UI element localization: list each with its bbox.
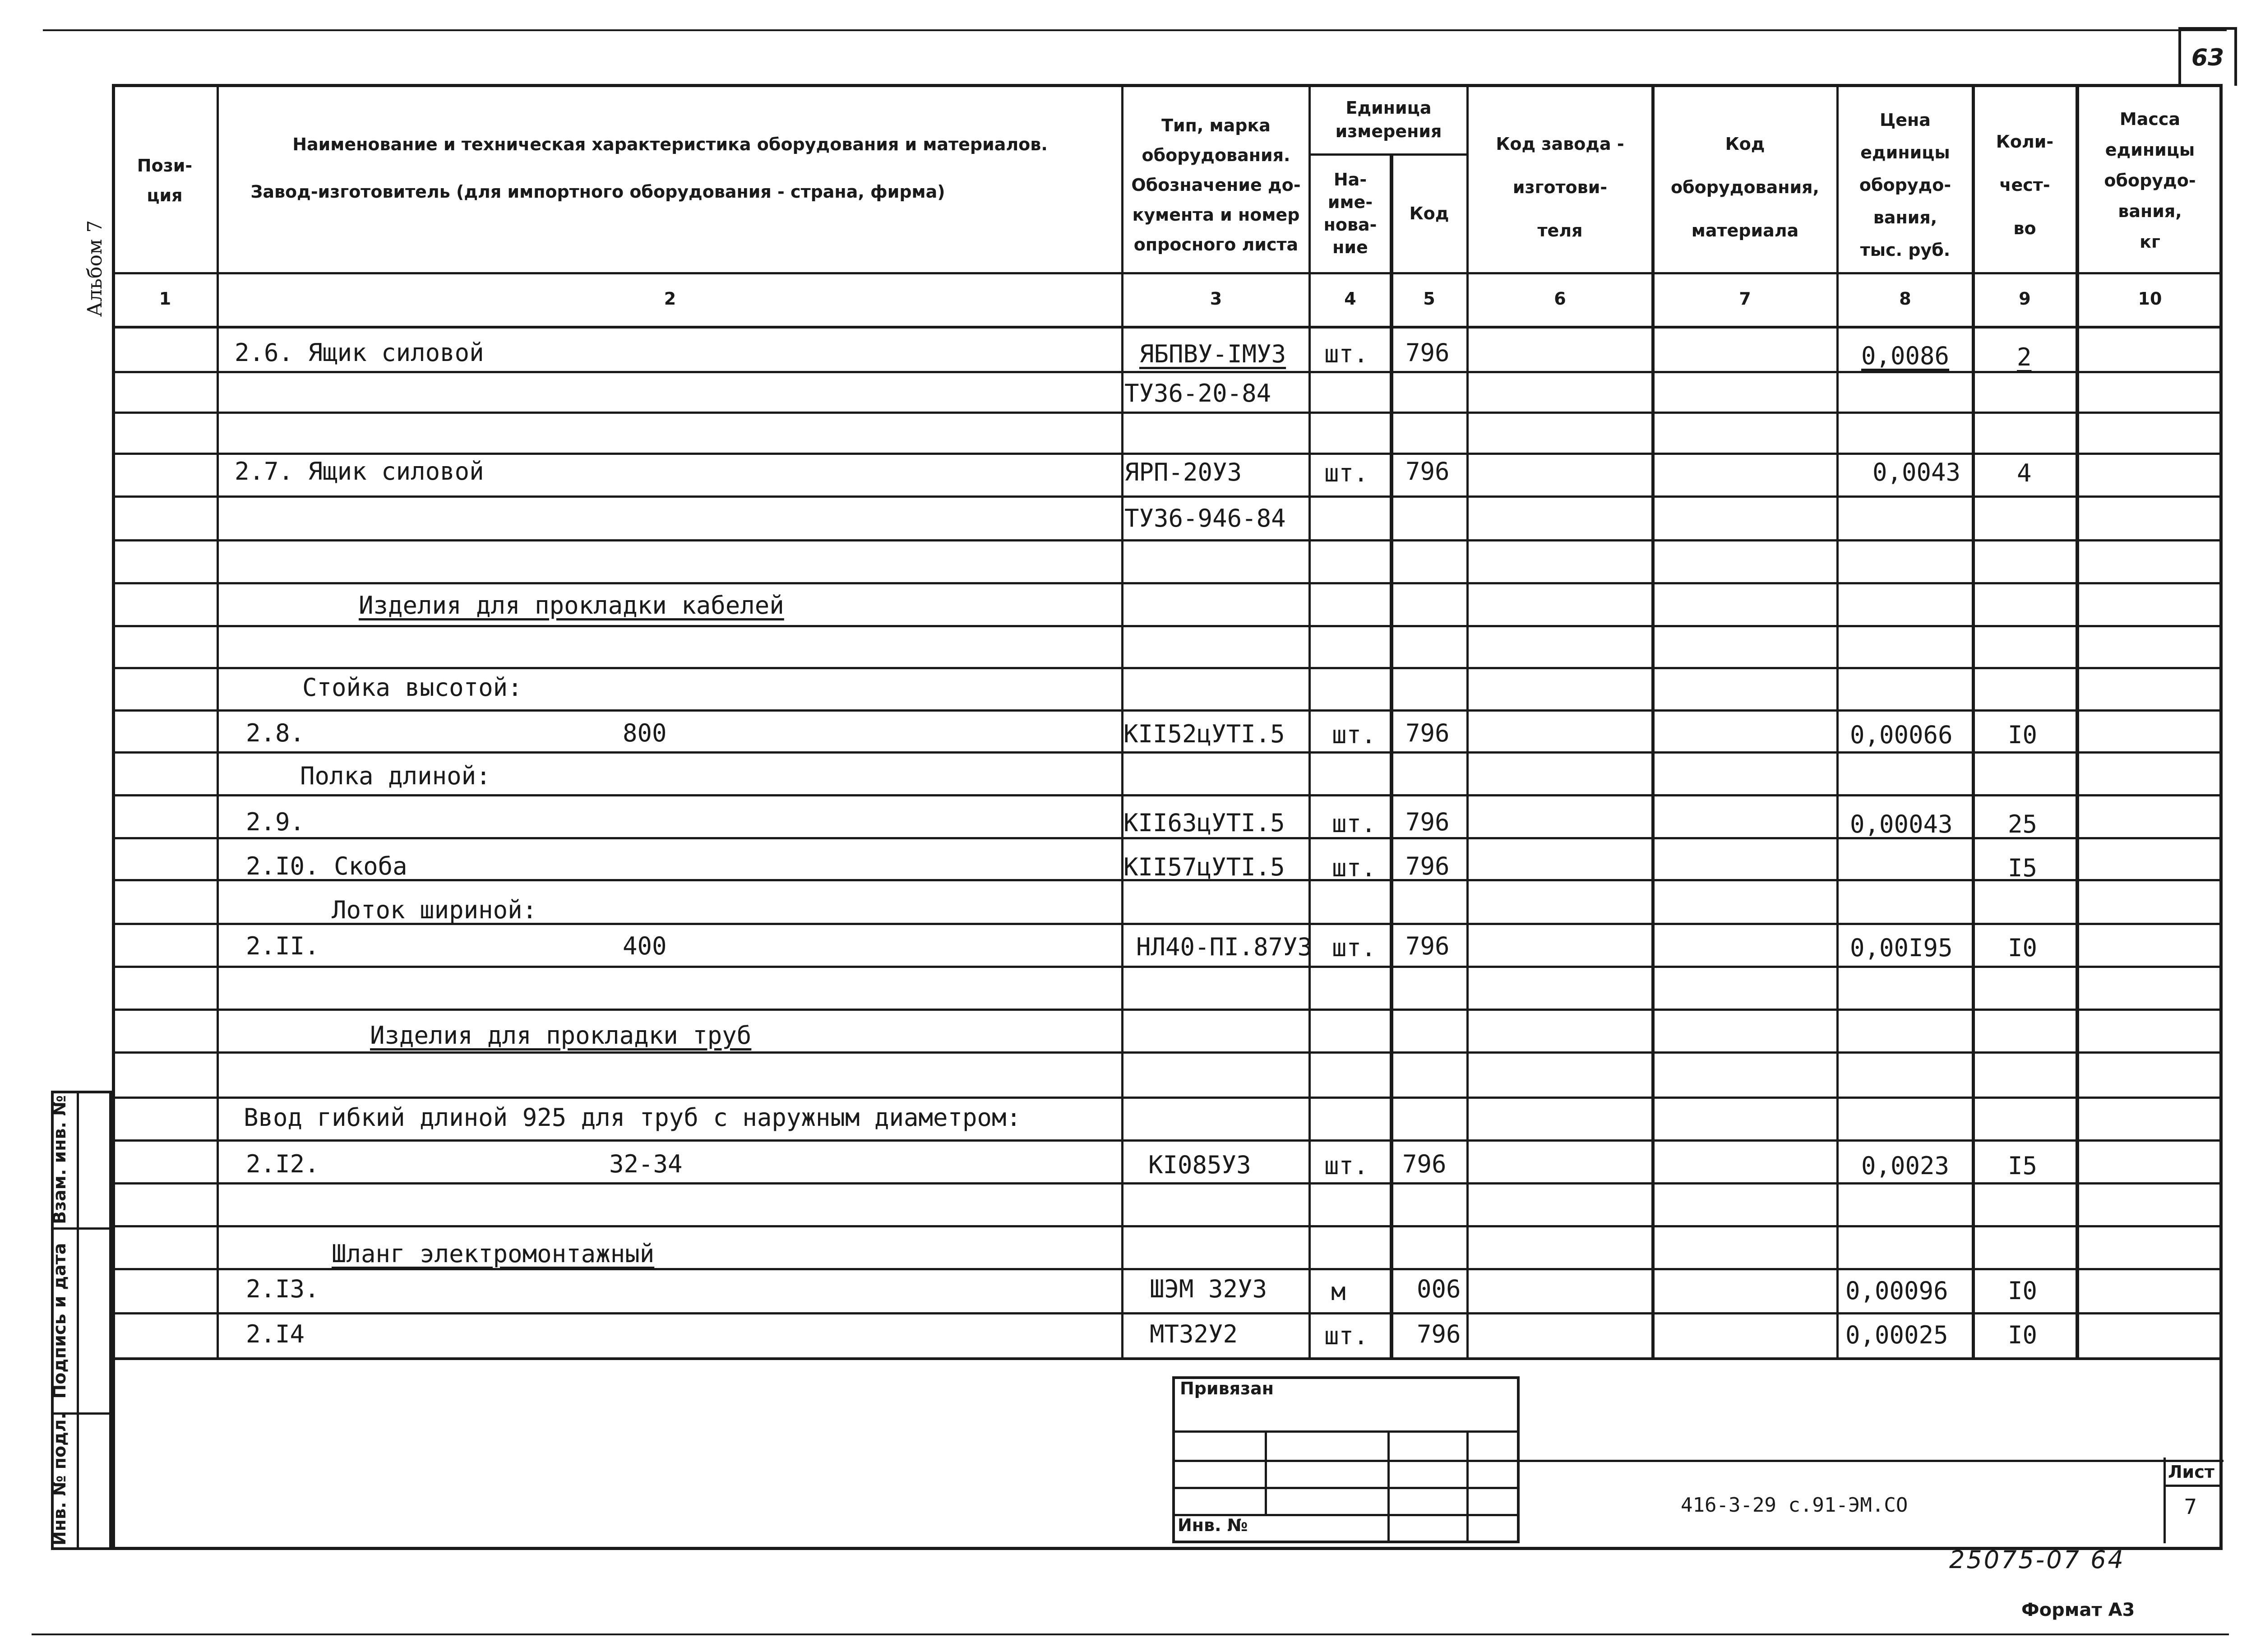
- list-box-line: [2164, 1458, 2166, 1543]
- header-factory-code: Код завода - изготови- теля: [1496, 134, 1624, 241]
- header-name-line1: Наименование и техническая характеристика оборудования и материалов.: [292, 134, 1048, 154]
- col-line-4: [1390, 153, 1393, 1358]
- section-heading: Изделия для прокладки труб: [370, 1021, 752, 1050]
- item-type: МТ32У2: [1150, 1320, 1238, 1348]
- col-line-8: [1972, 84, 1975, 1358]
- col-number: 7: [1739, 289, 1751, 309]
- handwritten-number: 25075-07 64: [1949, 1546, 2125, 1574]
- col-number: 1: [159, 289, 171, 309]
- subheading: Полка длиной:: [300, 762, 491, 790]
- row-line: [112, 1009, 2223, 1011]
- item-name: 2.7. Ящик силовой: [235, 457, 484, 486]
- format-label: Формат А3: [2021, 1600, 2135, 1620]
- item-param: 400: [623, 932, 667, 960]
- item-qty: I0: [2008, 1321, 2038, 1349]
- item-price: 0,0043: [1872, 458, 1961, 486]
- item-qty: 4: [2017, 459, 2032, 487]
- row-line: [112, 453, 2223, 455]
- col-number: 3: [1210, 289, 1222, 309]
- side-box-divider: [77, 1091, 79, 1550]
- item-type: КII57цУТI.5: [1123, 853, 1285, 881]
- item-price: 0,00043: [1850, 810, 1953, 838]
- col-line-7: [1836, 84, 1839, 1358]
- row-line: [112, 751, 2223, 754]
- item-param: 32-34: [609, 1150, 683, 1178]
- row-line: [112, 625, 2223, 627]
- item-unit: шт.: [1332, 810, 1376, 838]
- item-qty: I0: [2008, 1277, 2038, 1305]
- item-qty: 2: [2017, 343, 2032, 371]
- item-name: 2.9.: [246, 808, 305, 836]
- item-param: 800: [623, 719, 667, 747]
- item-qty: 25: [2008, 810, 2038, 838]
- item-unit: м: [1331, 1277, 1346, 1306]
- col-number: 4: [1344, 289, 1356, 309]
- item-code: 796: [1405, 719, 1450, 747]
- subheading: Лоток шириной:: [332, 896, 537, 924]
- row-line: [112, 495, 2223, 498]
- col-number: 8: [1899, 289, 1911, 309]
- col-number: 10: [2138, 289, 2162, 309]
- item-name: 2.II.: [246, 932, 319, 960]
- header-mass: Масса единицы оборудо- вания, кг: [2104, 109, 2196, 252]
- item-code: 796: [1405, 338, 1450, 367]
- item-type: ШЭМ 32УЗ: [1150, 1275, 1267, 1303]
- row-line: [112, 582, 2223, 584]
- item-price: 0,0023: [1861, 1152, 1950, 1180]
- header-equipment-code: Код оборудования, материала: [1671, 134, 1819, 241]
- item-price: 0,0086: [1861, 342, 1950, 370]
- item-unit: шт.: [1324, 459, 1368, 487]
- header-position: Пози- ция: [137, 156, 193, 205]
- col-number: 6: [1554, 289, 1566, 309]
- row-line: [112, 667, 2223, 669]
- item-unit: шт.: [1324, 1152, 1368, 1180]
- stamp-privyazan: Привязан: [1180, 1379, 1274, 1398]
- col-line-9: [2076, 84, 2079, 1358]
- col-number: 2: [664, 289, 676, 309]
- col-line-6: [1651, 84, 1655, 1358]
- table-bottom-line: [112, 1357, 2223, 1360]
- item-qty: I5: [2008, 1152, 2038, 1180]
- item-unit: шт.: [1332, 721, 1376, 749]
- item-price: 0,00025: [1845, 1321, 1948, 1349]
- item-unit: шт.: [1332, 854, 1376, 882]
- header-unit-name: На- име- нова- ние: [1323, 169, 1377, 257]
- list-value: 7: [2184, 1495, 2197, 1519]
- subheading: Стойка высотой:: [302, 673, 522, 702]
- header-qty: Коли- чест- во: [1996, 132, 2054, 238]
- item-code: 796: [1402, 1150, 1447, 1178]
- item-code: 796: [1405, 457, 1450, 486]
- section-heading: Изделия для прокладки кабелей: [359, 591, 784, 620]
- item-code: 796: [1417, 1320, 1461, 1348]
- item-qty: I0: [2008, 721, 2038, 749]
- item-type: КII63цУТI.5: [1123, 809, 1285, 837]
- item-type: ЯРП-20УЗ: [1124, 458, 1242, 486]
- item-type: ТУ36-20-84: [1124, 379, 1271, 407]
- item-type: НЛ40-ПI.87УЗ: [1136, 933, 1313, 961]
- colnum-bottom-line: [112, 326, 2223, 329]
- row-line: [112, 412, 2223, 414]
- item-qty: I5: [2008, 854, 2038, 882]
- row-line: [112, 371, 2223, 373]
- item-qty: I0: [2008, 934, 2038, 962]
- stamp-col-line: [1466, 1430, 1469, 1543]
- document-designation: 416-3-29 с.91-ЭМ.СО: [1681, 1494, 1908, 1517]
- row-line: [112, 539, 2223, 541]
- header-name-line2: Завод-изготовитель (для импортного оборудования - страна, фирма): [250, 182, 945, 202]
- stamp-col-line: [1387, 1430, 1390, 1543]
- item-price: 0,00066: [1850, 721, 1953, 749]
- item-name: 2.I4: [246, 1320, 305, 1348]
- item-unit: шт.: [1324, 1322, 1368, 1350]
- item-type: КII52цУТI.5: [1123, 720, 1285, 748]
- stamp-inv-no: Инв. №: [1178, 1515, 1248, 1535]
- col-line-3: [1308, 84, 1311, 1358]
- top-border-line: [43, 29, 2227, 31]
- row-line: [112, 1268, 2223, 1270]
- list-label: Лист: [2168, 1462, 2214, 1482]
- item-type: КI085УЗ: [1148, 1151, 1251, 1179]
- row-line: [112, 794, 2223, 796]
- row-line: [112, 1097, 2223, 1099]
- item-type: ЯБПВУ-IМУЗ: [1139, 340, 1286, 368]
- col-line-5: [1466, 84, 1469, 1358]
- item-type: ТУ36-946-84: [1124, 504, 1286, 532]
- row-line: [112, 1051, 2223, 1054]
- list-box-line: [2164, 1485, 2222, 1487]
- item-code: 796: [1405, 808, 1450, 836]
- row-line: [112, 1225, 2223, 1227]
- item-price: 0,00096: [1845, 1277, 1948, 1305]
- header-price: Цена единицы оборудо- вания, тыс. руб.: [1859, 110, 1951, 260]
- header-bottom-line: [112, 272, 2223, 274]
- item-code: 796: [1405, 852, 1450, 880]
- col-number: 9: [2019, 289, 2031, 309]
- side-box-zam-inv: Взам. инв. №: [50, 1095, 69, 1224]
- row-line: [112, 966, 2223, 968]
- header-type: Тип, марка оборудования. Обозначение до- кумента и номер опросного листа: [1131, 116, 1301, 255]
- header-unit-code: Код: [1409, 203, 1449, 223]
- item-unit: шт.: [1332, 934, 1376, 962]
- side-box-inv-podl: Инв. № подл.: [50, 1412, 69, 1546]
- side-box-signature-date: Подпись и дата: [50, 1243, 69, 1399]
- row-line: [112, 1139, 2223, 1142]
- sheet-number: 63: [2178, 27, 2237, 86]
- item-price: 0,00I95: [1850, 934, 1953, 962]
- item-code: 006: [1417, 1275, 1461, 1303]
- stamp-col-line: [1265, 1430, 1267, 1514]
- col-number: 5: [1423, 289, 1435, 309]
- row-line: [112, 1182, 2223, 1185]
- header-unit: Единица измерения: [1335, 98, 1442, 141]
- titleblock-line: [1520, 1460, 2224, 1462]
- subheading: Шланг электромонтажный: [332, 1240, 655, 1268]
- item-name: 2.6. Ящик силовой: [235, 338, 484, 367]
- item-name: 2.8.: [246, 719, 305, 747]
- col-line-1: [217, 84, 219, 1358]
- subheading: Ввод гибкий длиной 925 для труб с наружным диаметром:: [244, 1103, 1022, 1132]
- row-line: [112, 709, 2223, 712]
- item-name: 2.I3.: [246, 1275, 319, 1303]
- item-unit: шт.: [1324, 340, 1368, 368]
- item-name: 2.I0. Скоба: [246, 852, 407, 880]
- bottom-border-line: [32, 1633, 2229, 1635]
- item-name: 2.I2.: [246, 1150, 319, 1178]
- album-label: Альбом 7: [83, 220, 106, 317]
- row-line: [112, 1312, 2223, 1314]
- item-code: 796: [1405, 932, 1450, 960]
